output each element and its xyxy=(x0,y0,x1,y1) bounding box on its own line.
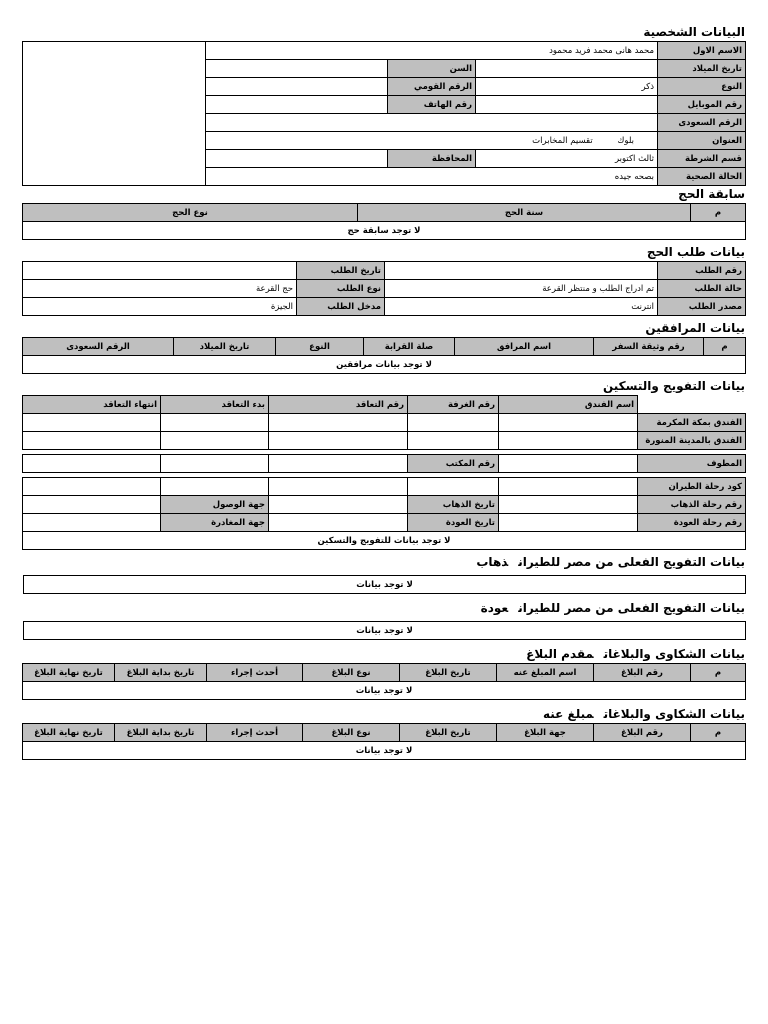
phone-value xyxy=(205,96,387,114)
cs-header-type: نوع البلاغ xyxy=(303,664,400,682)
health-label: الحالة الصحية xyxy=(658,168,746,186)
hajj-history-header-no: م xyxy=(691,204,746,222)
actual-departure-table xyxy=(23,575,746,594)
acc-madinah-label: الفندق بالمدينة المنورة xyxy=(638,432,746,450)
companions-header-saudi: الرقم السعودى xyxy=(23,338,174,356)
complaints-reported-title xyxy=(23,706,746,723)
actual-return-sub: عودة xyxy=(480,601,509,615)
companions-empty: لا توجد بيانات مرافقين xyxy=(23,356,746,374)
cr-header-no: م xyxy=(691,724,746,742)
req-type-value: حج القرعة xyxy=(23,280,297,298)
actual-return-table xyxy=(23,621,746,640)
acc-ret-flight-label: رقم رحلة العودة xyxy=(638,514,746,532)
acc-flight-code-label: كود رحلة الطيران xyxy=(638,478,746,496)
cr-header-authority: جهة البلاغ xyxy=(497,724,594,742)
cr-header-start: تاريخ بداية البلاغ xyxy=(115,724,207,742)
cr-header-type: نوع البلاغ xyxy=(303,724,400,742)
acc-mutawwif-label: المطوف xyxy=(638,455,746,473)
hajj-history-header-type: نوع الحج xyxy=(23,204,358,222)
req-date-value xyxy=(23,262,297,280)
complaints-reported-empty: لا توجد بيانات xyxy=(23,742,746,760)
hajj-history-title: سابقة الحج xyxy=(678,187,745,201)
accommodation-table xyxy=(22,395,746,550)
address-value xyxy=(205,132,657,150)
complaints-reported-sub: مبلغ عنه xyxy=(543,707,594,721)
cs-header-end: تاريخ نهاية البلاغ xyxy=(23,664,115,682)
cr-header-date: تاريخ البلاغ xyxy=(400,724,497,742)
complaints-submitter-empty: لا توجد بيانات xyxy=(23,682,746,700)
governorate-value xyxy=(205,150,387,168)
actual-departure-title-text: بيانات التفويج الفعلى من مصر للطيران xyxy=(518,555,745,569)
req-no-value xyxy=(385,262,658,280)
complaints-submitter-table xyxy=(22,663,746,700)
acc-office-label: رقم المكتب xyxy=(408,455,499,473)
acc-header-start: بدء التعاقد xyxy=(161,396,269,414)
cs-header-last-action: أحدث إجراء xyxy=(207,664,303,682)
companions-table xyxy=(22,337,746,374)
mobile-label: رقم الموبايل xyxy=(658,96,746,114)
actual-return-title-text: بيانات التفويج الفعلى من مصر للطيران xyxy=(518,601,745,615)
req-type-label: نوع الطلب xyxy=(297,280,385,298)
hajj-request-table xyxy=(22,261,746,316)
acc-arrival-side-label: جهة الوصول xyxy=(161,496,269,514)
acc-dep-flight-label: رقم رحلة الذهاب xyxy=(638,496,746,514)
hajj-history-header-year: سنة الحج xyxy=(358,204,691,222)
gender-value: ذكر xyxy=(476,78,658,96)
req-date-label: تاريخ الطلب xyxy=(297,262,385,280)
complaints-reported-table xyxy=(22,723,746,760)
actual-departure-sub: ذهاب xyxy=(476,555,509,569)
cr-header-report-no: رقم البلاغ xyxy=(594,724,691,742)
acc-departure-side-label: جهة المغادرة xyxy=(161,514,269,532)
gender-label: النوع xyxy=(658,78,746,96)
personal-section-title: البيانات الشخصية xyxy=(643,25,745,39)
cs-header-date: تاريخ البلاغ xyxy=(400,664,497,682)
acc-header-end: انتهاء التعاقد xyxy=(23,396,161,414)
req-entry-label: مدخل الطلب xyxy=(297,298,385,316)
req-source-label: مصدر الطلب xyxy=(658,298,746,316)
personal-table xyxy=(22,41,746,186)
age-value xyxy=(205,60,387,78)
req-status-label: حالة الطلب xyxy=(658,280,746,298)
req-entry-value: الجيزة xyxy=(23,298,297,316)
birth-date-label: تاريخ الميلاد xyxy=(658,60,746,78)
hajj-history-table xyxy=(22,203,746,240)
companions-header-relation: صلة القرابة xyxy=(364,338,455,356)
hajj-request-title: بيانات طلب الحج xyxy=(646,245,745,259)
cs-header-reported-name: اسم المبلغ عنه xyxy=(497,664,594,682)
companions-header-name: اسم المرافق xyxy=(455,338,594,356)
companions-title: بيانات المرافقين xyxy=(645,321,745,335)
companions-header-birth: تاريخ الميلاد xyxy=(174,338,276,356)
cs-header-start: تاريخ بداية البلاغ xyxy=(115,664,207,682)
actual-return-title xyxy=(23,600,746,617)
acc-makkah-label: الفندق بمكة المكرمة xyxy=(638,414,746,432)
national-id-label: الرقم القومي xyxy=(388,78,476,96)
acc-header-hotel: اسم الفندق xyxy=(499,396,638,414)
police-label: قسم الشرطة xyxy=(658,150,746,168)
saudi-no-label: الرقم السعودى xyxy=(658,114,746,132)
acc-header-room: رقم الغرفة xyxy=(408,396,499,414)
phone-label: رقم الهاتف xyxy=(388,96,476,114)
health-value: بصحه جيده xyxy=(205,168,657,186)
mobile-value xyxy=(476,96,658,114)
first-name-label: الاسم الاول xyxy=(658,42,746,60)
hajj-report-page xyxy=(23,24,746,760)
acc-dep-date-label: تاريخ الذهاب xyxy=(408,496,499,514)
governorate-label: المحافظة xyxy=(388,150,476,168)
complaints-submitter-sub: مقدم البلاغ xyxy=(526,647,594,661)
cr-header-last-action: أحدث إجراء xyxy=(207,724,303,742)
accommodation-corner xyxy=(638,396,746,414)
acc-ret-date-label: تاريخ العودة xyxy=(408,514,499,532)
national-id-value xyxy=(205,78,387,96)
saudi-no-value xyxy=(205,114,657,132)
req-source-value: انترنت xyxy=(385,298,658,316)
hajj-history-empty: لا توجد سابقة حج xyxy=(23,222,746,240)
cs-header-report-no: رقم البلاغ xyxy=(594,664,691,682)
photo-box xyxy=(22,42,205,186)
companions-header-gender: النوع xyxy=(276,338,364,356)
req-no-label: رقم الطلب xyxy=(658,262,746,280)
address-label: العنوان xyxy=(658,132,746,150)
complaints-submitter-title xyxy=(23,646,746,663)
complaints-submitter-title-text: بيانات الشكاوى والبلاغات xyxy=(603,647,745,661)
acc-header-contract: رقم التعاقد xyxy=(269,396,408,414)
complaints-reported-title-text: بيانات الشكاوى والبلاغات xyxy=(603,707,745,721)
cs-header-no: م xyxy=(691,664,746,682)
companions-header-passport: رقم وثيقة السفر xyxy=(594,338,704,356)
cr-header-end: تاريخ نهاية البلاغ xyxy=(23,724,115,742)
address-block: بلوك xyxy=(617,135,634,146)
req-status-value: تم ادراج الطلب و منتظر القرعة xyxy=(385,280,658,298)
age-label: السن xyxy=(388,60,476,78)
actual-departure-title xyxy=(23,554,746,571)
police-value: ثالث اكتوبر xyxy=(476,150,658,168)
accommodation-empty: لا توجد بيانات للتفويج والتسكين xyxy=(23,532,746,550)
actual-return-empty: لا توجد بيانات xyxy=(24,622,746,640)
accommodation-title: بيانات التفويج والتسكين xyxy=(602,379,745,393)
companions-header-no: م xyxy=(704,338,746,356)
first-name-value: محمد هانى محمد فريد محمود xyxy=(205,42,657,60)
birth-date-value xyxy=(476,60,658,78)
actual-departure-empty: لا توجد بيانات xyxy=(24,576,746,594)
address-division: تقسيم المخابرات xyxy=(532,135,593,146)
